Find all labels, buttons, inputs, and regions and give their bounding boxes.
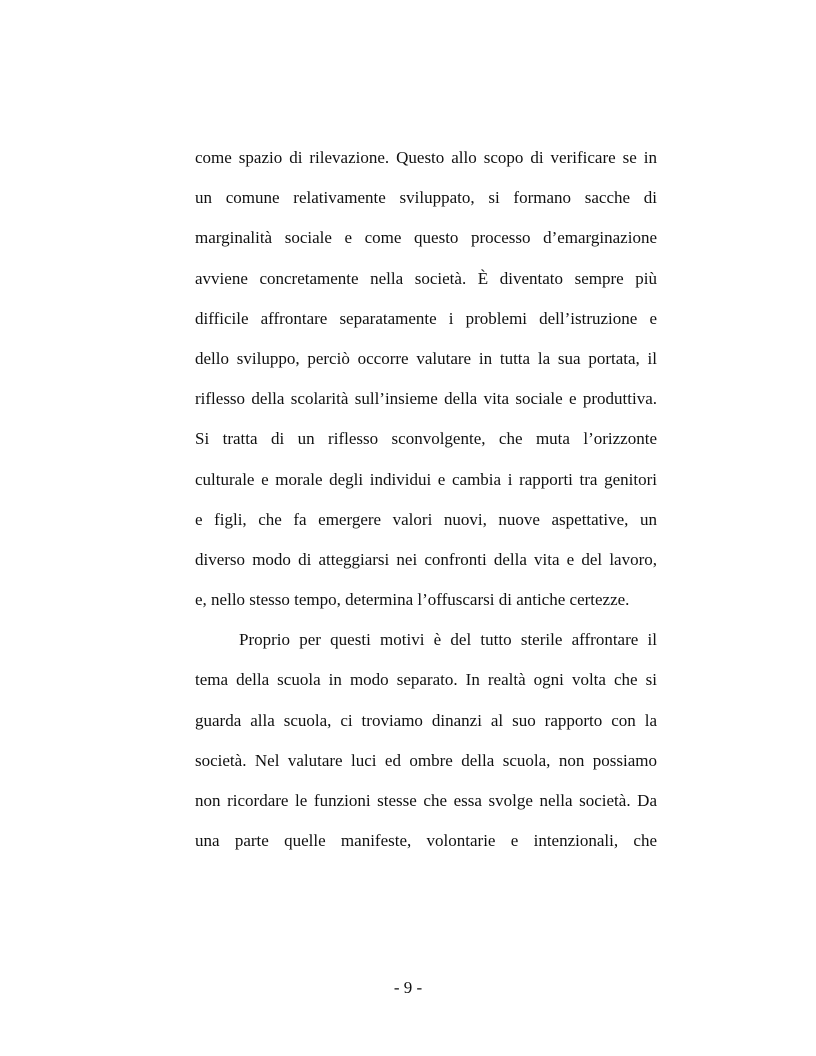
text-line: riflesso della scolarità sull’insieme della vita sociale e produttiva. xyxy=(195,389,657,409)
text-line: Si tratta di un riflesso sconvolgente, che muta l’orizzonte xyxy=(195,429,657,449)
text-line: una parte quelle manifeste, volontarie e intenzionali, che xyxy=(195,831,657,851)
text-line: società. Nel valutare luci ed ombre della scuola, non possiamo xyxy=(195,750,657,770)
page-number: - 9 - xyxy=(393,978,423,997)
text-line: non ricordare le funzioni stesse che essa svolge nella società. Da xyxy=(195,791,657,810)
text-line: Proprio per questi motivi è del tutto sterile affrontare il xyxy=(239,630,657,650)
text-line: un comune relativamente sviluppato, si formano sacche di xyxy=(195,188,657,208)
body-text xyxy=(195,142,657,865)
text-line: guarda alla scuola, ci troviamo dinanzi al suo rapporto con la xyxy=(195,710,657,730)
text-line: e figli, che fa emergere valori nuovi, nuove aspettative, un xyxy=(195,509,657,529)
text-line: difficile affrontare separatamente i problemi dell’istruzione e xyxy=(195,308,657,328)
text-line: culturale e morale degli individui e cambia i rapporti tra genitori xyxy=(195,469,657,489)
text-line: dello sviluppo, perciò occorre valutare in tutta la sua portata, il xyxy=(195,348,657,368)
text-line: marginalità sociale e come questo processo d’emarginazione xyxy=(195,228,657,248)
text-line: come spazio di rilevazione. Questo allo scopo di verificare se in xyxy=(195,148,657,167)
text-line: diverso modo di atteggiarsi nei confronti della vita e del lavoro, xyxy=(195,549,657,569)
text-line: avviene concretamente nella società. È diventato sempre più xyxy=(195,268,657,288)
text-line: e, nello stesso tempo, determina l’offuscarsi di antiche certezze. xyxy=(195,590,630,610)
text-line: tema della scuola in modo separato. In realtà ogni volta che si xyxy=(195,670,657,690)
